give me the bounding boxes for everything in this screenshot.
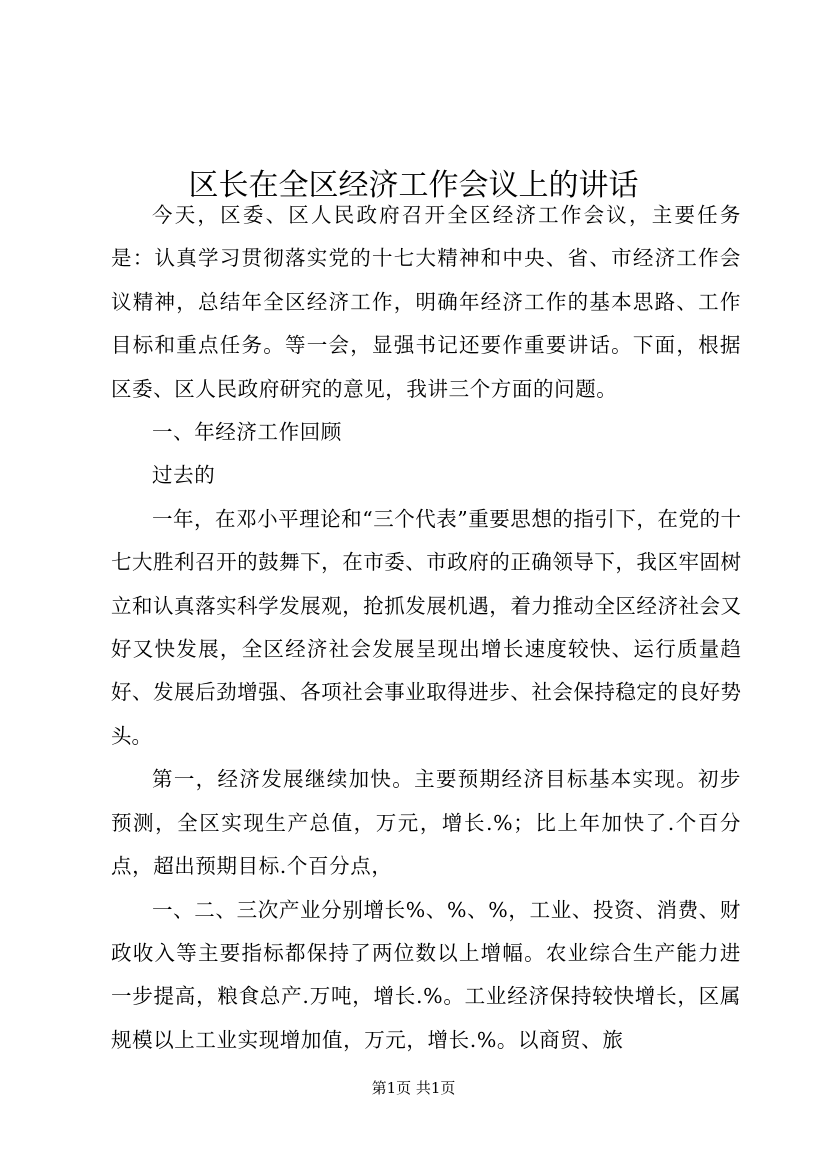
paragraph-review: 一年，在邓小平理论和“三个代表”重要思想的指引下，在党的十七大胜利召开的鼓舞下，在市委、市政府的正确领导下，我区牢固树立和认真落实科学发展观，抢抓发展机遇，着力推动全区经济社会又好又快发展，全区经济社会发展呈现出增长速度较快、运行质量趋好、发展后劲增强、各项社会事业取得进步、社会保持稳定的良好势头。	[111, 506, 741, 748]
paragraph-fragment: 过去的	[152, 463, 216, 488]
document-body	[111, 194, 741, 1062]
document-title: 区长在全区经济工作会议上的讲话	[188, 168, 639, 204]
paragraph-first-point: 第一，经济发展继续加快。主要预期经济目标基本实现。初步预测，全区实现生产总值，万元，增长.%；比上年加快了.个百分点，超出预期目标.个百分点，	[111, 767, 741, 879]
page-footer: 第1页 共1页	[371, 1079, 456, 1097]
section-heading: 一、年经济工作回顾	[152, 420, 342, 445]
paragraph-intro: 今天，区委、区人民政府召开全区经济工作会议，主要任务是：认真学习贯彻落实党的十七大精神和中央、省、市经济工作会议精神，总结年全区经济工作，明确年经济工作的基本思路、工作目标和重点任务。等一会，显强书记还要作重要讲话。下面，根据区委、区人民政府研究的意见，我讲三个方面的问题。	[111, 203, 741, 401]
paragraph-industries: 一、二、三次产业分别增长%、%、%，工业、投资、消费、财政收入等主要指标都保持了两位数以上增幅。农业综合生产能力进一步提高，粮食总产.万吨，增长.%。工业经济保持较快增长，区属规模以上工业实现增加值，万元，增长.%。以商贸、旅	[111, 897, 741, 1052]
